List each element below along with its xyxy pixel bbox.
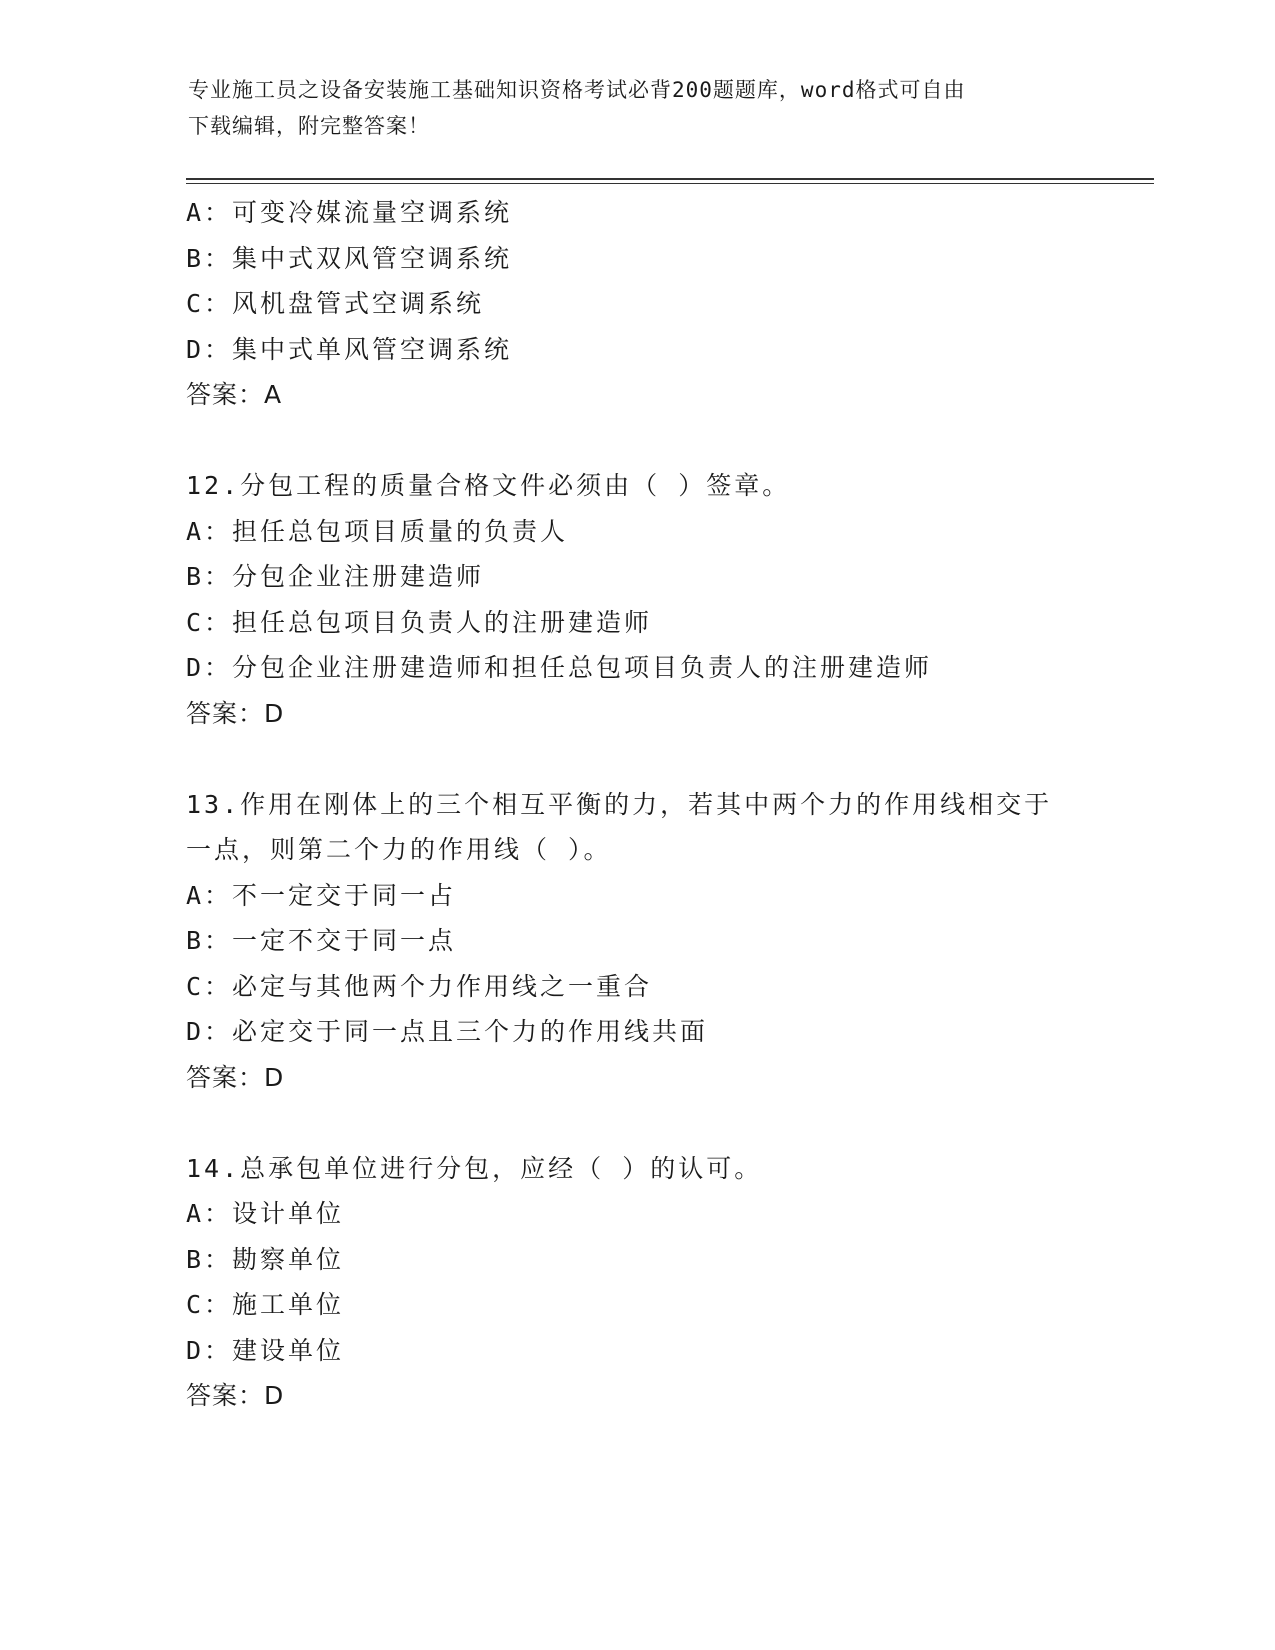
- option-c: C：必定与其他两个力作用线之一重合: [186, 971, 653, 1001]
- option-d: D：建设单位: [186, 1335, 345, 1365]
- option-c: C：担任总包项目负责人的注册建造师: [186, 607, 653, 637]
- question-14: [186, 1146, 1146, 1419]
- answer-label: 答案：A: [186, 380, 283, 409]
- header-divider-thin: [186, 183, 1154, 184]
- option-b: B：一定不交于同一点: [186, 926, 457, 955]
- header-line-2: 下载编辑，附完整答案！: [188, 114, 430, 138]
- question-12: [186, 463, 1146, 736]
- option-b: B：勘察单位: [186, 1244, 345, 1274]
- header-line-1: 专业施工员之设备安装施工基础知识资格考试必背200题题库，word格式可自由: [188, 78, 966, 102]
- option-a: A：可变冷媒流量空调系统: [186, 198, 513, 227]
- question-stem-line-1: 13.作用在刚体上的三个相互平衡的力，若其中两个力的作用线相交于: [186, 789, 1053, 819]
- answer-label: 答案：D: [186, 1381, 285, 1410]
- answer-label: 答案：D: [186, 1062, 285, 1092]
- header-divider-thick: [186, 178, 1154, 180]
- question-13: [186, 782, 1146, 1101]
- question-11: [186, 190, 1146, 418]
- option-d: D：集中式单风管空调系统: [186, 334, 513, 364]
- question-list: [186, 190, 1146, 1419]
- question-stem: 14.总承包单位进行分包，应经（ ）的认可。: [186, 1153, 763, 1183]
- question-stem-line-2: 一点，则第二个力的作用线（ ）。: [186, 835, 612, 864]
- option-a: A：担任总包项目质量的负责人: [186, 516, 569, 546]
- option-d: D：分包企业注册建造师和担任总包项目负责人的注册建造师: [186, 653, 933, 682]
- option-b: B：分包企业注册建造师: [186, 562, 485, 591]
- question-stem: 12.分包工程的质量合格文件必须由（ ）签章。: [186, 471, 791, 500]
- document-header: [188, 72, 1068, 144]
- option-a: A：设计单位: [186, 1199, 345, 1228]
- answer-label: 答案：D: [186, 698, 285, 728]
- option-a: A：不一定交于同一占: [186, 880, 457, 910]
- option-d: D：必定交于同一点且三个力的作用线共面: [186, 1017, 709, 1046]
- option-b: B：集中式双风管空调系统: [186, 243, 513, 273]
- option-c: C：风机盘管式空调系统: [186, 289, 485, 318]
- option-c: C：施工单位: [186, 1290, 345, 1319]
